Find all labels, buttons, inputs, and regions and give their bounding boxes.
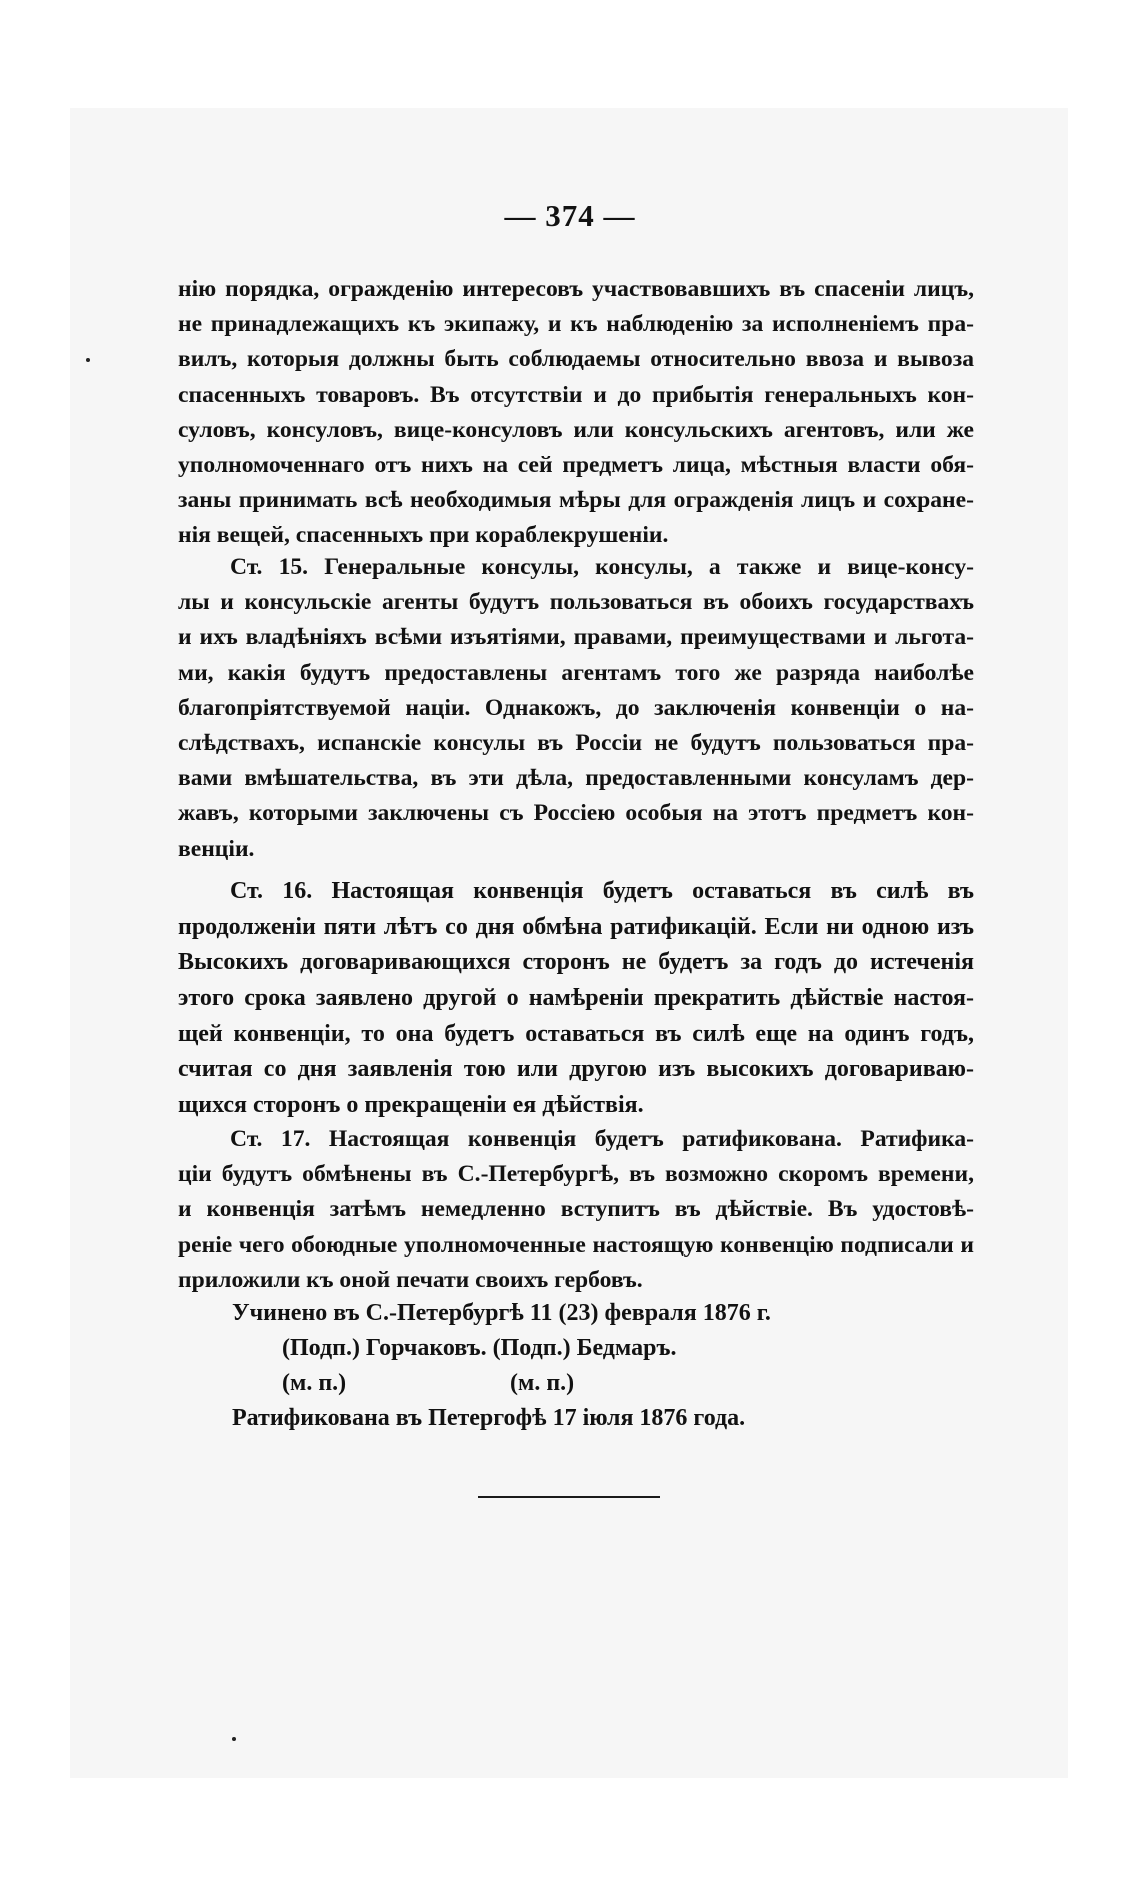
text-line: щей конвенціи, то она будетъ оставаться въ силѣ еще на одинъ годъ, <box>178 1020 974 1047</box>
text-line: жавъ, которыми заключены съ Россіею особыя на этотъ предметъ кон- <box>178 800 974 827</box>
text-line: благопріятствуемой націи. Однакожъ, до заключенія конвенціи о на- <box>178 694 974 721</box>
paragraph-article-17 <box>178 1122 974 1298</box>
scan-speck <box>232 1737 236 1741</box>
text-line: Ст. 15. Генеральные консулы, консулы, а также и вице-консу- <box>230 554 974 580</box>
text-line: Ст. 17. Настоящая конвенція будетъ ратификована. Ратифика- <box>230 1126 974 1152</box>
text-line: считая со дня заявленія тою или другою изъ высокихъ договариваю- <box>178 1056 974 1083</box>
signature-signatories: (Подп.) Горчаковъ. (Подп.) Бедмаръ. <box>282 1335 677 1361</box>
text-line: реніе чего обоюдные уполномоченные настоящую конвенцію подписали и <box>178 1231 974 1258</box>
text-line: слѣдствахъ, испанскіе консулы въ Россіи не будутъ пользоваться пра- <box>178 729 974 756</box>
text-line: Ст. 16. Настоящая конвенція будетъ оставаться въ силѣ въ <box>230 878 974 904</box>
scan-speck <box>86 358 90 362</box>
text-line: и конвенція затѣмъ немедленно вступитъ въ дѣйствіе. Въ удостовѣ- <box>178 1196 974 1223</box>
seal-mark-right: (м. п.) <box>510 1370 575 1396</box>
ratification-note: Ратификована въ Петергофѣ 17 іюля 1876 года. <box>232 1405 746 1431</box>
text-line: щихся сторонъ о прекращеніи ея дѣйствія. <box>178 1092 644 1119</box>
signature-place-date: Учинено въ С.-Петербургѣ 11 (23) февраля 1876 г. <box>232 1300 771 1326</box>
text-line: спасенныхъ товаровъ. Въ отсутствіи и до прибытія генеральныхъ кон- <box>178 381 974 408</box>
text-line: суловъ, консуловъ, вице-консуловъ или консульскихъ агентовъ, или же <box>178 416 974 443</box>
text-line: продолженіи пяти лѣтъ со дня обмѣна ратификацій. Если ни одною изъ <box>178 913 974 940</box>
text-line: нію порядка, огражденію интересовъ участвовавшихъ въ спасеніи лицъ, <box>178 276 974 302</box>
text-line: вами вмѣшательства, въ эти дѣла, предоставленными консуламъ дер- <box>178 765 974 792</box>
text-line: уполномоченнаго отъ нихъ на сей предметъ лица, мѣстныя власти обя- <box>178 451 974 478</box>
text-line: Высокихъ договаривающихся сторонъ не будетъ за годъ до истеченія <box>178 949 974 976</box>
text-line: вилъ, которыя должны быть соблюдаемы относительно ввоза и вывоза <box>178 346 974 373</box>
text-line: и ихъ владѣніяхъ всѣми изъятіями, правами, преимуществами и льгота- <box>178 624 974 651</box>
seal-mark-left: (м. п.) <box>282 1370 347 1396</box>
text-line: заны принимать всѣ необходимыя мѣры для огражденія лицъ и сохране- <box>178 487 974 514</box>
paragraph-article-16 <box>178 874 974 1124</box>
text-line: не принадлежащихъ къ экипажу, и къ наблюденію за исполненіемъ пра- <box>178 311 974 338</box>
page-number: — 374 — <box>504 198 636 233</box>
paragraph-article-14-continued <box>178 272 974 554</box>
text-line: нія вещей, спасенныхъ при кораблекрушеніи. <box>178 522 669 549</box>
text-line: приложили къ оной печати своихъ гербовъ. <box>178 1266 643 1293</box>
paragraph-article-15 <box>178 550 974 867</box>
text-line: лы и консульскіе агенты будутъ пользоваться въ обоихъ государствахъ <box>178 589 974 616</box>
text-line: ціи будутъ обмѣнены въ С.-Петербургѣ, въ возможно скоромъ времени, <box>178 1161 974 1188</box>
text-line: этого срока заявлено другой о намѣреніи прекратить дѣйствіе настоя- <box>178 985 974 1012</box>
text-line: венціи. <box>178 835 255 862</box>
text-line: ми, какія будутъ предоставлены агентамъ того же разряда наиболѣе <box>178 659 974 686</box>
closing-divider <box>478 1496 660 1498</box>
